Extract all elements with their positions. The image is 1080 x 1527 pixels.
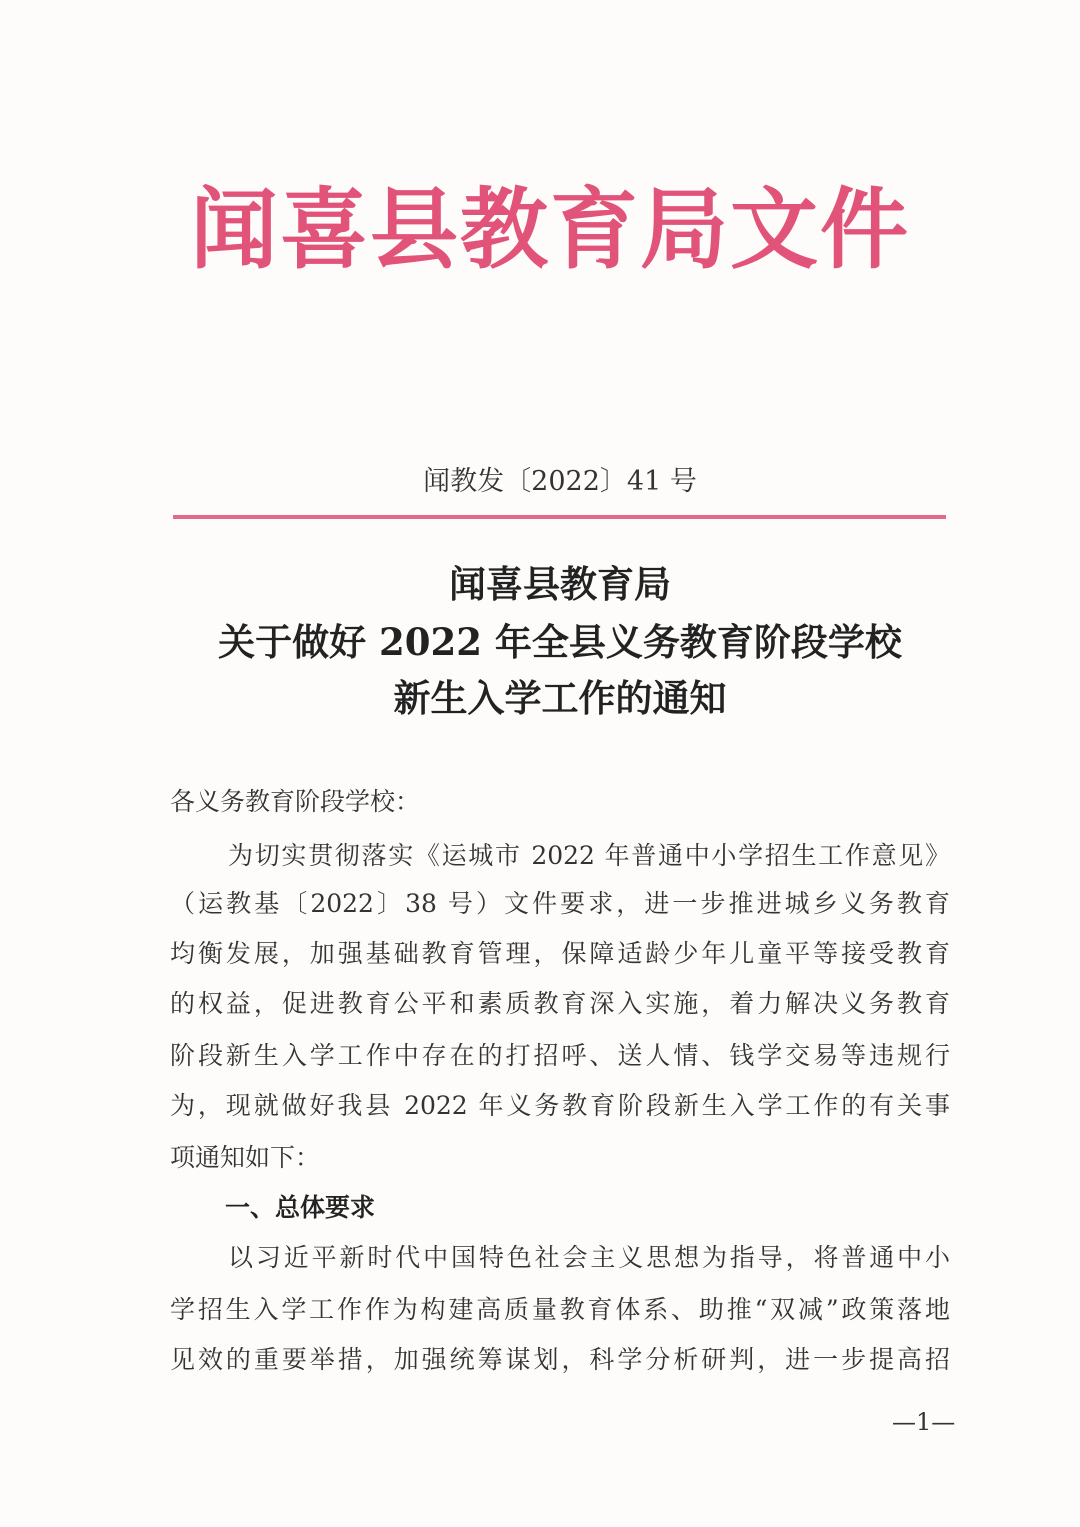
paragraph1-line: 阶段新生入学工作中存在的打招呼、送人情、钱学交易等违规行: [170, 1041, 950, 1070]
paragraph2-line: 以习近平新时代中国特色社会主义思想为指导，将普通中小: [228, 1243, 950, 1272]
paragraph1-line: 为，现就做好我县 2022 年义务教育阶段新生入学工作的有关事: [170, 1091, 950, 1120]
notice-title-line-3: 新生入学工作的通知: [393, 676, 727, 720]
document-number: 闻教发〔2022〕41 号: [423, 466, 697, 497]
paragraph1-line: 为切实贯彻落实《运城市 2022 年普通中小学招生工作意见》: [228, 841, 950, 870]
notice-title-line-1: 闻喜县教育局: [449, 562, 671, 606]
paragraph1-line: 项通知如下：: [170, 1143, 321, 1172]
paragraph1-line: （运教基〔2022〕38 号）文件要求，进一步推进城乡义务教育: [170, 889, 950, 918]
salutation: 各义务教育阶段学校：: [170, 787, 421, 816]
paragraph1-line: 的权益，促进教育公平和素质教育深入实施，着力解决义务教育: [170, 989, 950, 1018]
notice-title-line-2: 关于做好 2022 年全县义务教育阶段学校: [218, 620, 902, 664]
red-divider-line: [173, 515, 946, 519]
paragraph2-line: 学招生入学工作作为构建高质量教育体系、助推“双减”政策落地: [170, 1295, 950, 1324]
letterhead-title: 闻喜县教育局文件: [189, 178, 910, 281]
paragraph2-line: 见效的重要举措，加强统筹谋划，科学分析研判，进一步提高招: [170, 1345, 950, 1374]
paragraph1-line: 均衡发展，加强基础教育管理，保障适龄少年儿童平等接受教育: [170, 939, 950, 968]
page-number: —1—: [892, 1408, 956, 1436]
section-heading: 一、总体要求: [225, 1193, 376, 1222]
